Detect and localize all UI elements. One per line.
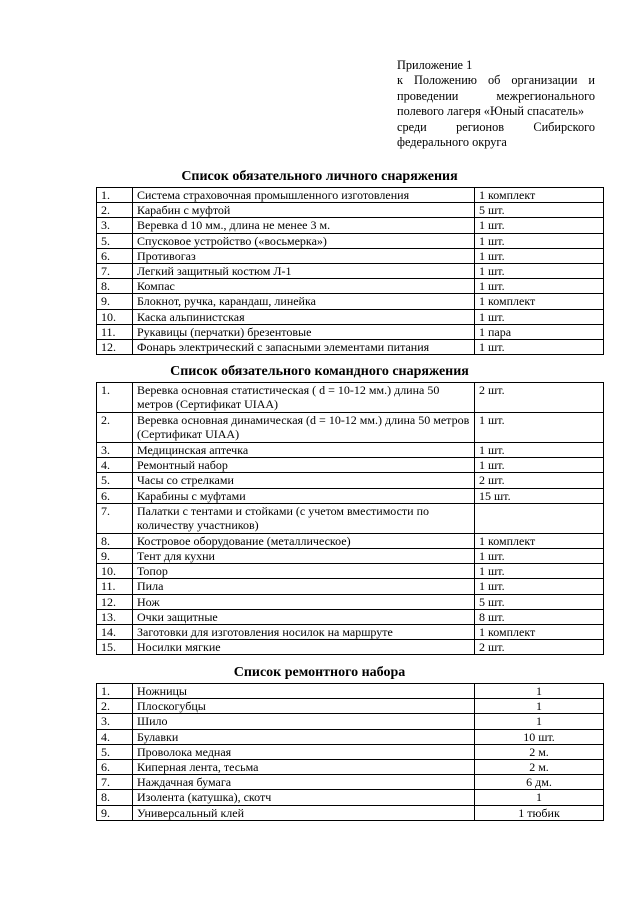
- item-quantity: 1 шт.: [475, 248, 604, 263]
- item-name: Костровое оборудование (металлическое): [133, 533, 475, 548]
- item-name: Веревка основная динамическая (d = 10-12 мм.) длина 50 метров (Сертификат UIAA): [133, 413, 475, 443]
- item-quantity: 6 дм.: [475, 775, 604, 790]
- appendix-header: [397, 58, 595, 150]
- item-quantity: 1 шт.: [475, 218, 604, 233]
- item-quantity: 1 шт.: [475, 413, 604, 443]
- table-row: [97, 805, 604, 820]
- table-row: [97, 609, 604, 624]
- appendix-line: проведении межрегионального: [397, 88, 595, 103]
- item-quantity: 1 шт.: [475, 458, 604, 473]
- item-quantity: 2 шт.: [475, 640, 604, 655]
- table-row: [97, 775, 604, 790]
- row-number: 7.: [97, 503, 133, 533]
- item-name: Палатки с тентами и стойками (с учетом вместимости по количеству участников): [133, 503, 475, 533]
- row-number: 9.: [97, 805, 133, 820]
- table-row: [97, 279, 604, 294]
- table-row: [97, 744, 604, 759]
- table-row: [97, 383, 604, 413]
- row-number: 1.: [97, 383, 133, 413]
- appendix-line: полевого лагеря «Юный спасатель»: [397, 104, 585, 119]
- table-row: [97, 760, 604, 775]
- item-quantity: 2 м.: [475, 760, 604, 775]
- table-row: [97, 203, 604, 218]
- table-row: [97, 549, 604, 564]
- table-row: [97, 188, 604, 203]
- item-name: Веревка основная статистическая ( d = 10-12 мм.) длина 50 метров (Сертификат UIAA): [133, 383, 475, 413]
- item-quantity: 1 комплект: [475, 294, 604, 309]
- team-equipment-table: [96, 382, 604, 655]
- item-quantity: 1: [475, 699, 604, 714]
- table-row: [97, 264, 604, 279]
- item-quantity: 1 шт.: [475, 264, 604, 279]
- table-row: [97, 340, 604, 355]
- appendix-line: среди регионов Сибирского: [397, 119, 595, 134]
- item-name: Носилки мягкие: [133, 640, 475, 655]
- item-quantity: 1 комплект: [475, 625, 604, 640]
- table-row: [97, 790, 604, 805]
- item-quantity: 1 комплект: [475, 533, 604, 548]
- row-number: 15.: [97, 640, 133, 655]
- item-quantity: 8 шт.: [475, 609, 604, 624]
- item-name: Заготовки для изготовления носилок на маршруте: [133, 625, 475, 640]
- row-number: 12.: [97, 340, 133, 355]
- personal-equipment-table: [96, 187, 604, 355]
- row-number: 7.: [97, 775, 133, 790]
- item-name: Легкий защитный костюм Л-1: [133, 264, 475, 279]
- item-name: Плоскогубцы: [133, 699, 475, 714]
- row-number: 2.: [97, 699, 133, 714]
- table-row: [97, 248, 604, 263]
- row-number: 4.: [97, 729, 133, 744]
- item-name: Часы со стрелками: [133, 473, 475, 488]
- item-quantity: 2 м.: [475, 744, 604, 759]
- repair-kit-table: [96, 683, 604, 821]
- item-quantity: 15 шт.: [475, 488, 604, 503]
- item-name: Топор: [133, 564, 475, 579]
- row-number: 8.: [97, 279, 133, 294]
- item-name: Шило: [133, 714, 475, 729]
- row-number: 3.: [97, 714, 133, 729]
- row-number: 13.: [97, 609, 133, 624]
- row-number: 8.: [97, 533, 133, 548]
- table-row: [97, 309, 604, 324]
- table-row: [97, 458, 604, 473]
- table-row: [97, 488, 604, 503]
- item-name: Спусковое устройство («восьмерка»): [133, 233, 475, 248]
- item-quantity: [475, 503, 604, 533]
- appendix-line: Приложение 1: [397, 58, 473, 72]
- row-number: 5.: [97, 233, 133, 248]
- row-number: 7.: [97, 264, 133, 279]
- row-number: 9.: [97, 549, 133, 564]
- item-name: Карабины с муфтами: [133, 488, 475, 503]
- item-quantity: 1 шт.: [475, 279, 604, 294]
- item-quantity: 1 шт.: [475, 233, 604, 248]
- table-row: [97, 233, 604, 248]
- table-row: [97, 443, 604, 458]
- row-number: 1.: [97, 188, 133, 203]
- repair-kit-title: Список ремонтного набора: [233, 665, 406, 680]
- row-number: 3.: [97, 443, 133, 458]
- row-number: 2.: [97, 413, 133, 443]
- table-row: [97, 714, 604, 729]
- item-name: Универсальный клей: [133, 805, 475, 820]
- table-row: [97, 564, 604, 579]
- item-quantity: 1 шт.: [475, 579, 604, 594]
- item-quantity: 1: [475, 714, 604, 729]
- item-name: Блокнот, ручка, карандаш, линейка: [133, 294, 475, 309]
- table-row: [97, 218, 604, 233]
- item-quantity: 1 комплект: [475, 188, 604, 203]
- table-row: [97, 503, 604, 533]
- table-row: [97, 324, 604, 339]
- item-quantity: 1 шт.: [475, 340, 604, 355]
- item-name: Рукавицы (перчатки) брезентовые: [133, 324, 475, 339]
- item-name: Веревка d 10 мм., длина не менее 3 м.: [133, 218, 475, 233]
- item-quantity: 5 шт.: [475, 203, 604, 218]
- item-name: Изолента (катушка), скотч: [133, 790, 475, 805]
- item-name: Система страховочная промышленного изготовления: [133, 188, 475, 203]
- item-name: Очки защитные: [133, 609, 475, 624]
- row-number: 11.: [97, 579, 133, 594]
- item-name: Нож: [133, 594, 475, 609]
- item-name: Карабин с муфтой: [133, 203, 475, 218]
- table-row: [97, 594, 604, 609]
- row-number: 8.: [97, 790, 133, 805]
- item-name: Булавки: [133, 729, 475, 744]
- item-name: Наждачная бумага: [133, 775, 475, 790]
- row-number: 6.: [97, 488, 133, 503]
- item-name: Ножницы: [133, 684, 475, 699]
- table-row: [97, 533, 604, 548]
- table-row: [97, 684, 604, 699]
- row-number: 5.: [97, 473, 133, 488]
- item-name: Пила: [133, 579, 475, 594]
- table-row: [97, 625, 604, 640]
- item-name: Фонарь электрический с запасными элементами питания: [133, 340, 475, 355]
- row-number: 11.: [97, 324, 133, 339]
- item-quantity: 2 шт.: [475, 383, 604, 413]
- row-number: 6.: [97, 248, 133, 263]
- item-quantity: 5 шт.: [475, 594, 604, 609]
- row-number: 4.: [97, 458, 133, 473]
- item-quantity: 1 тюбик: [475, 805, 604, 820]
- row-number: 5.: [97, 744, 133, 759]
- item-quantity: 1 шт.: [475, 443, 604, 458]
- table-row: [97, 579, 604, 594]
- item-name: Тент для кухни: [133, 549, 475, 564]
- appendix-line: федерального округа: [397, 135, 507, 150]
- table-row: [97, 473, 604, 488]
- item-quantity: 1: [475, 790, 604, 805]
- table-row: [97, 640, 604, 655]
- item-name: Медицинская аптечка: [133, 443, 475, 458]
- row-number: 1.: [97, 684, 133, 699]
- row-number: 10.: [97, 564, 133, 579]
- item-quantity: 1 шт.: [475, 549, 604, 564]
- appendix-line: к Положению об организации и: [397, 73, 595, 88]
- table-row: [97, 699, 604, 714]
- item-quantity: 1: [475, 684, 604, 699]
- item-name: Проволока медная: [133, 744, 475, 759]
- team-equipment-title: Список обязательного командного снаряжения: [170, 364, 469, 379]
- row-number: 12.: [97, 594, 133, 609]
- row-number: 2.: [97, 203, 133, 218]
- row-number: 10.: [97, 309, 133, 324]
- item-name: Ремонтный набор: [133, 458, 475, 473]
- item-name: Компас: [133, 279, 475, 294]
- item-quantity: 10 шт.: [475, 729, 604, 744]
- item-quantity: 1 пара: [475, 324, 604, 339]
- row-number: 14.: [97, 625, 133, 640]
- item-quantity: 1 шт.: [475, 309, 604, 324]
- table-row: [97, 729, 604, 744]
- table-row: [97, 413, 604, 443]
- item-name: Противогаз: [133, 248, 475, 263]
- item-quantity: 2 шт.: [475, 473, 604, 488]
- row-number: 3.: [97, 218, 133, 233]
- table-row: [97, 294, 604, 309]
- item-name: Каска альпинистская: [133, 309, 475, 324]
- item-name: Киперная лента, тесьма: [133, 760, 475, 775]
- item-quantity: 1 шт.: [475, 564, 604, 579]
- personal-equipment-title: Список обязательного личного снаряжения: [181, 169, 458, 184]
- row-number: 9.: [97, 294, 133, 309]
- row-number: 6.: [97, 760, 133, 775]
